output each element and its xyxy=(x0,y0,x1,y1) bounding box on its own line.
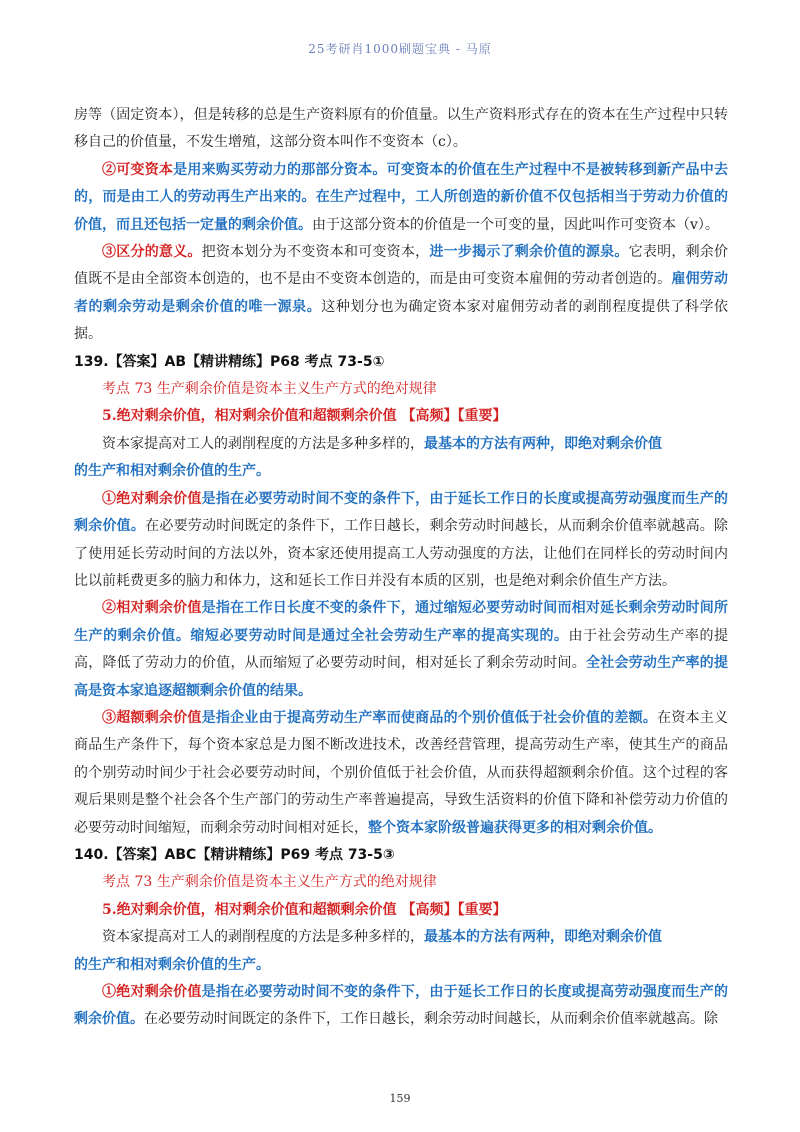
intro-140: 资本家提高对工人的剥削程度的方法是多种多样的，最基本的方法有两种，即绝对剩余价值 的生产和相对剩余价值的生产。 xyxy=(74,929,662,973)
page-header: 25考研肖1000刷题宝典 - 马原 xyxy=(308,42,492,56)
answer-140-heading: 140.【答案】ABC【精讲精练】P69 考点 73-5③ xyxy=(74,846,395,863)
section-title-140: 5.绝对剩余价值，相对剩余价值和超额剩余价值 【高频】【重要】 xyxy=(102,901,507,918)
paragraph-significance: ③区分的意义。把资本划分为不变资本和可变资本，进一步揭示了剩余价值的源泉。它表明，剩余价值既不是由全部资本创造的，也不是由不变资本创造的，而是由可变资本雇佣的劳动者创造的。雇佣劳动者的剩余劳动是剩余价值的唯一源泉。这种划分也为确定资本家对雇佣劳动者的剥削程度提供了科学依据。 xyxy=(74,244,729,343)
relative-surplus-139: ②相对剩余价值是指在工作日长度不变的条件下，通过缩短必要劳动时间而相对延长剩余劳动时间所生产的剩余价值。缩短必要劳动时间是通过全社会劳动生产率的提高实现的。由于社会劳动生产率的提高，降低了劳动力的价值，从而缩短了必要劳动时间，相对延长了剩余劳动时间。全社会劳动生产率的提高是资本家追逐超额剩余价值的结果。 xyxy=(74,600,729,699)
paragraph-constant-capital: 房等（固定资本），但是转移的总是生产资料原有的价值量。以生产资料形式存在的资本在生产过程中只转移自己的价值量，不发生增殖，这部分资本叫作不变资本（c）。 xyxy=(74,107,728,151)
answer-139-heading: 139.【答案】AB【精讲精练】P68 考点 73-5① xyxy=(74,353,385,370)
kaodian-139: 考点 73 生产剩余价值是资本主义生产方式的绝对规律 xyxy=(102,381,437,398)
paragraph-variable-capital: ②可变资本是用来购买劳动力的那部分资本。可变资本的价值在生产过程中不是被转移到新产品中去的，而是由工人的劳动再生产出来的。在生产过程中，工人所创造的新价值不仅包括相当于劳动力价值的价值，而且还包括一定量的剩余价值。由于这部分资本的价值是一个可变的量，因此叫作可变资本（v）。 xyxy=(74,161,729,233)
page-number: 159 xyxy=(389,1092,411,1105)
kaodian-140: 考点 73 生产剩余价值是资本主义生产方式的绝对规律 xyxy=(102,874,437,891)
section-title-139: 5.绝对剩余价值，相对剩余价值和超额剩余价值 【高频】【重要】 xyxy=(102,408,507,425)
intro-139: 资本家提高对工人的剥削程度的方法是多种多样的，最基本的方法有两种，即绝对剩余价值 的生产和相对剩余价值的生产。 xyxy=(74,435,662,480)
absolute-surplus-139: ①绝对剩余价值是指在必要劳动时间不变的条件下，由于延长工作日的长度或提高劳动强度而生产的剩余价值。在必要劳动时间既定的条件下，工作日越长，剩余劳动时间越长，从而剩余价值率就越高。除了使用延长劳动时间的方法以外，资本家还使用提高工人劳动强度的方法，让他们在同样长的劳动时间内比以前耗费更多的脑力和体力，这和延长工作日并没有本质的区别，也是绝对剩余价值生产方法。 xyxy=(74,490,729,589)
absolute-surplus-140: ①绝对剩余价值是指在必要劳动时间不变的条件下，由于延长工作日的长度或提高劳动强度而生产的剩余价值。在必要劳动时间既定的条件下，工作日越长，剩余劳动时间越长，从而剩余价值率就越高。除 xyxy=(74,984,729,1028)
page-content xyxy=(74,102,728,1034)
extra-surplus-139: ③超额剩余价值是指企业由于提高劳动生产率而使商品的个别价值低于社会价值的差额。在资本主义商品生产条件下，每个资本家总是力图不断改进技术，改善经营管理，提高劳动生产率，使其生产的商品的个别劳动时间少于社会必要劳动时间，个别价值低于社会价值，从而获得超额剩余价值。这个过程的客观后果则是整个社会各个生产部门的劳动生产率普遍提高，导致生活资料的价值下降和补偿劳动力价值的必要劳动时间缩短，而剩余劳动时间相对延长，整个资本家阶级普遍获得更多的相对剩余价值。 xyxy=(74,709,729,836)
